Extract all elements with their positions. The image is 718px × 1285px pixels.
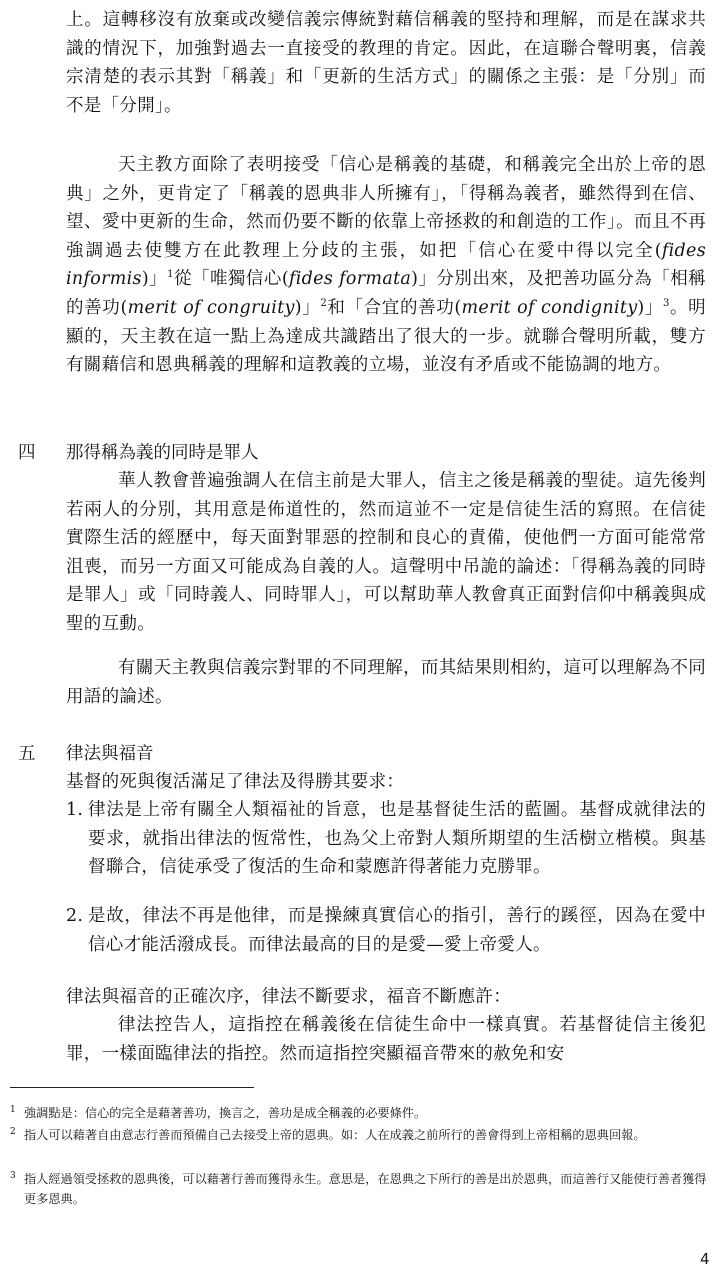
- section-title: 那得稱為義的同時是罪人: [66, 443, 259, 463]
- footnote-2: [10, 1125, 710, 1145]
- list-item-text: 是故，律法不再是他律，而是操練真實信心的指引，善行的蹊徑，因為在愛中信心才能活潑成長。而律法最高的目的是愛—愛上帝愛人。: [88, 906, 706, 955]
- footnote-ref: 2: [320, 297, 328, 309]
- list-marker: 1.: [66, 800, 84, 820]
- latin-term: merit of congruity: [127, 297, 295, 318]
- footnote-1: [10, 1103, 710, 1123]
- paragraph-text: )」: [637, 297, 664, 318]
- footnote-ref: 3: [663, 297, 670, 309]
- footnote-mark: 3: [10, 1171, 16, 1181]
- page-number: 4: [700, 1250, 710, 1268]
- footnote-ref: 1: [167, 269, 174, 281]
- footnote-text: 指人可以藉著自由意志行善而預備自己去接受上帝的恩典。如：人在成義之前所行的善會得到上帝相稱的恩典回報。: [24, 1128, 646, 1142]
- paragraph-law-gospel-order: 律法與福音的正確次序，律法不斷要求，福音不斷應許：: [66, 987, 511, 1007]
- paragraph-sinner-righteous: 華人教會普遍強調人在信主前是大罪人，信主之後是稱義的聖徒。這先後判若兩人的分別，其用意是佈道性的，然而這並不一定是信徒生活的寫照。在信徒實際生活的經歷中，每天面對罪惡的控制和良心的責備，使他們一方面可能常常沮喪，而另一方面又可能成為自義的人。這聲明中吊詭的論述：「得稱為義的同時是罪人」或「同時義人、同時罪人」，可以幫助華人教會真正面對信仰中稱義與成聖的互動。: [66, 471, 706, 634]
- section-number: 五: [18, 744, 36, 764]
- list-item-text: 律法是上帝有關全人類福祉的旨意，也是基督徒生活的藍圖。基督成就律法的要求，就指出律法的恆常性，也為父上帝對人類所期望的生活樹立楷模。與基督聯合，信徒承受了復活的生命和蒙應許得著能力克勝罪。: [88, 800, 706, 878]
- paragraph-text: )」: [294, 297, 321, 318]
- footnote-3: [10, 1169, 710, 1209]
- paragraph-text: )」: [141, 269, 168, 290]
- paragraph-catholic-position: [66, 151, 706, 380]
- footnote-mark: 1: [10, 1105, 16, 1115]
- footnote-text: 指人經過領受拯救的恩典後，可以藉著行善而獲得永生。意思是，在恩典之下所行的善是出於恩典，而這善行又能使行善者獲得更多恩典。: [24, 1172, 707, 1206]
- paragraph-sin-understanding: 有關天主教與信義宗對罪的不同理解，而其結果則相約，這可以理解為不同用語的論述。: [66, 658, 706, 707]
- section-number: 四: [18, 443, 36, 463]
- latin-term: fides formata: [289, 269, 412, 290]
- paragraph-law-intro: 基督的死與復活滿足了律法及得勝其要求：: [66, 772, 405, 792]
- paragraph-covenant-statement: 上。這轉移沒有放棄或改變信義宗傳統對藉信稱義的堅持和理解，而是在謀求共識的情況下，加強對過去一直接受的教理的肯定。因此，在這聯合聲明裏，信義宗清楚的表示其對「稱義」和「更新的生活方式」的關係之主張：是「分別」而不是「分開」。: [66, 10, 706, 116]
- latin-term: merit of condignity: [461, 297, 638, 318]
- list-marker: 2.: [66, 906, 84, 926]
- footnote-mark: 2: [10, 1127, 16, 1137]
- footnote-text: 強調點是：信心的完全是藉著善功，換言之，善功是成全稱義的必要條件。: [24, 1106, 427, 1120]
- paragraph-law-accuses: 律法控告人，這指控在稱義後在信徒生命中一樣真實。若基督徒信主後犯罪，一樣面臨律法的指控。然而這指控突顯福音帶來的赦免和安: [66, 1015, 706, 1064]
- section-title: 律法與福音: [66, 744, 154, 764]
- paragraph-text: 天主教方面除了表明接受「信心是稱義的基礎，和稱義完全出於上帝的恩典」之外，更肯定了「稱義的恩典非人所擁有」，「得稱為義者，雖然得到在信、望、愛中更新的生命，然而仍要不斷的依靠上帝拯救的和創造的工作」。而且不再強調過去使雙方在此教理上分歧的主張，如把「信心在愛中得以完全(: [66, 155, 706, 261]
- paragraph-text: 。明顯的，天主教在這一點上為達成共識踏出了很大的一步。就聯合聲明所載，雙方有關藉信和恩典稱義的理解和這教義的立場，並沒有矛盾或不能協調的地方。: [66, 297, 706, 376]
- footnote-divider: [10, 1087, 254, 1088]
- list-item: [66, 902, 706, 959]
- paragraph-text: )」分別出來，及把善功區分為「相稱的善功(: [66, 269, 706, 318]
- list-item: [66, 796, 706, 882]
- paragraph-text: 從「唯獨信心(: [173, 269, 289, 290]
- paragraph-text: 和「合宜的善功(: [327, 297, 462, 318]
- latin-term: fides informis: [66, 240, 706, 290]
